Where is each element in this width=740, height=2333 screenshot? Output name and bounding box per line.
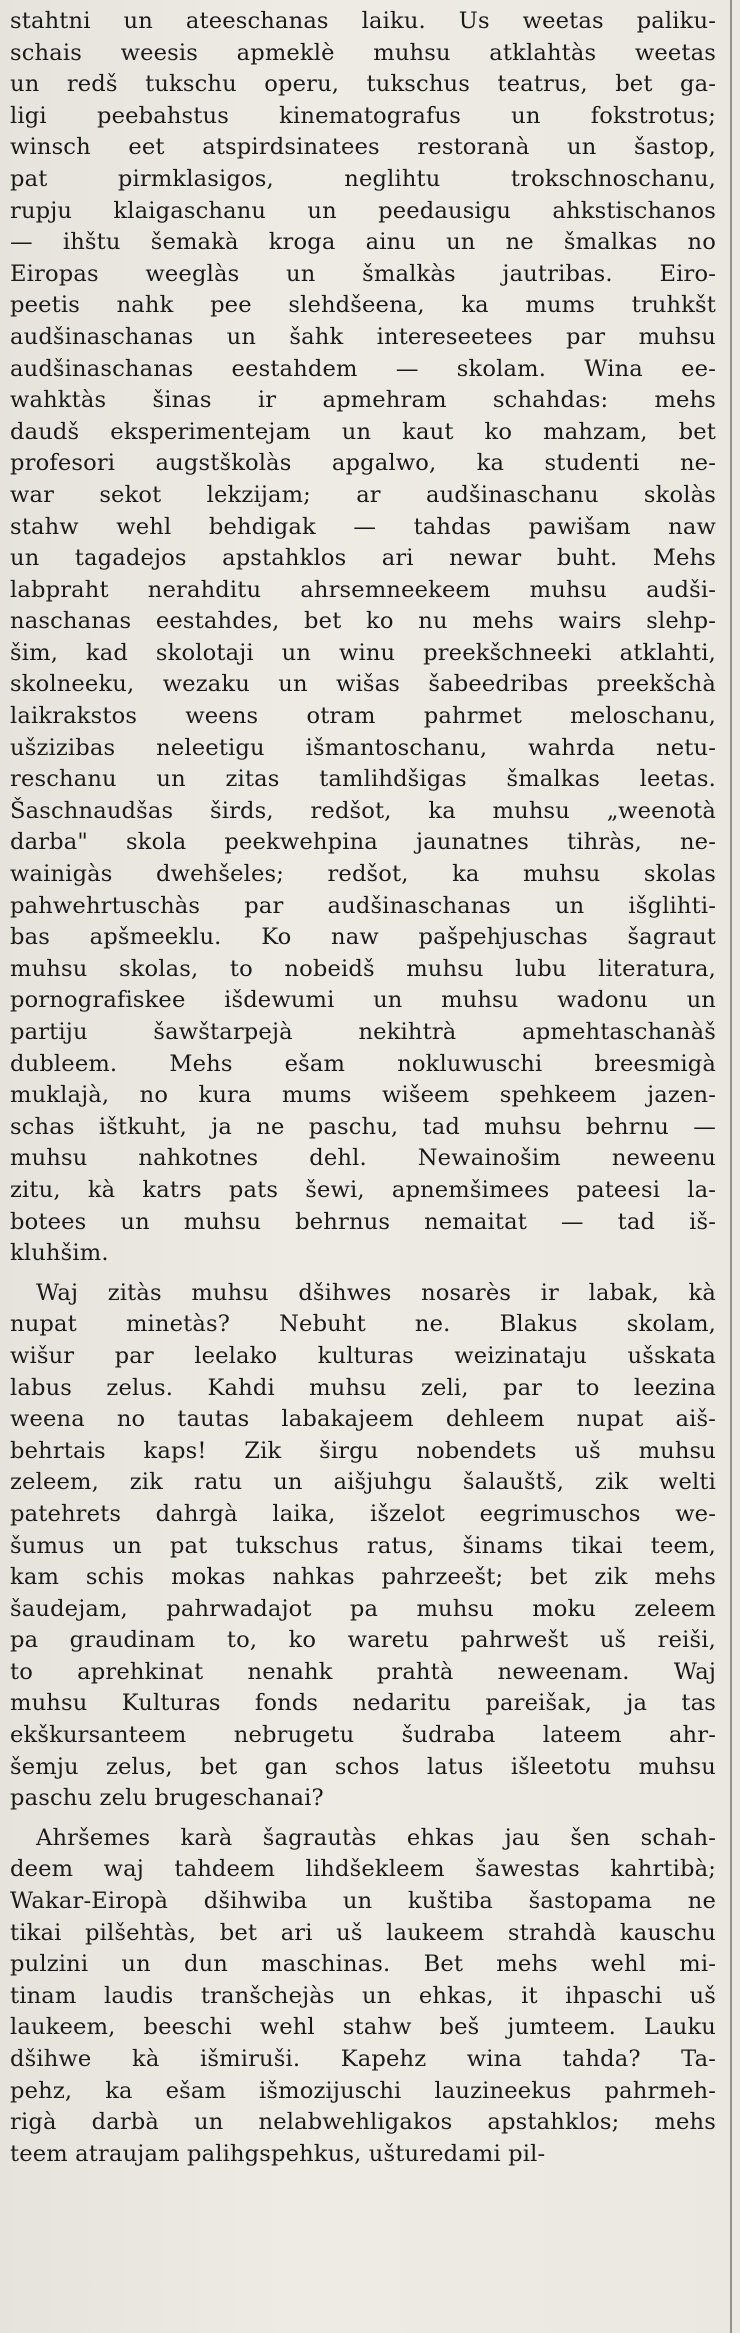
- text-line: labpraht nerahditu ahrsemneekeem muhsu audši-: [10, 576, 716, 603]
- text-line: partiju šawštarpejà nekihtrà apmehtaschanàš: [10, 1019, 716, 1045]
- text-line: war sekot lekzijam; ar audšinaschanu skolàs: [10, 481, 716, 508]
- text-line: kam schis mokas nahkas pahrzeešt; bet zik mehs: [10, 1564, 716, 1591]
- text-line: ekškursanteem nebrugetu šudraba lateem ahr-: [10, 1722, 716, 1749]
- text-line: weena no tautas labakajeem dehleem nupat aiš-: [10, 1406, 716, 1433]
- text-line: darba" skola peekwehpina jaunatnes tihràs, ne-: [10, 829, 716, 856]
- text-line: šemju zelus, bet gan schos latus išleetotu muhsu: [10, 1753, 716, 1780]
- text-line: šumus un pat tukschus ratus, šinams tikai teem,: [10, 1532, 716, 1559]
- article-column: [10, 6, 716, 2170]
- text-line: tinam laudis tranšchejàs un ehkas, it ihpaschi uš: [10, 1982, 716, 2009]
- text-line: wišur par leelako kulturas weizinataju ušskata: [10, 1342, 716, 1369]
- text-line: botees un muhsu behrnus nemaitat — tad iš-: [10, 1208, 716, 1235]
- text-line: laukeem, beeschi wehl stahw beš jumteem. Lauku: [10, 2014, 716, 2041]
- text-line: audšinaschanas un šahk intereseetees par muhsu: [10, 323, 716, 350]
- text-line: stahtni un ateeschanas laiku. Us weetas paliku-: [10, 8, 716, 34]
- text-line: behrtais kaps! Zik širgu nobendets uš muhsu: [10, 1437, 716, 1464]
- text-line: schais weesis apmeklè muhsu atklahtàs weetas: [10, 39, 716, 66]
- text-line: wahktàs šinas ir apmehram schahdas: mehs: [10, 387, 716, 414]
- text-line: muklajà, no kura mums wišeem spehkeem jazen-: [10, 1082, 716, 1109]
- text-line: Ahršemes karà šagrautàs ehkas jau šen schah-: [36, 1824, 716, 1851]
- text-line: profesori augstškolàs apgalwo, ka studenti ne-: [10, 450, 716, 477]
- text-line: pahwehrtuschàs par audšinaschanas un išglihti-: [10, 892, 716, 919]
- text-line: winsch eet atspirdsinatees restoranà un šastop,: [10, 134, 716, 161]
- text-line: muhsu nahkotnes dehl. Newainošim neweenu: [10, 1145, 716, 1172]
- text-line: dubleem. Mehs ešam nokluwuschi breesmigà: [10, 1050, 716, 1077]
- text-line: rigà darbà un nelabwehligakos apstahklos; mehs: [10, 2109, 716, 2136]
- text-line: ušzizibas neleetigu išmantoschanu, wahrda netu-: [10, 734, 716, 761]
- article-paragraph: [10, 1823, 716, 2171]
- text-line: — ihštu šemakà kroga ainu un ne šmalkas no: [10, 229, 716, 256]
- text-line: dšihwe kà išmiruši. Kapehz wina tahda? Ta-: [10, 2046, 716, 2072]
- text-line: un tagadejos apstahklos ari newar buht. Mehs: [10, 545, 716, 572]
- text-line: ligi peebahstus kinematografus un fokstrotus;: [10, 102, 716, 129]
- text-line: laikrakstos weens otram pahrmet meloschanu,: [10, 703, 716, 730]
- text-line: šaudejam, pahrwadajot pa muhsu moku zeleem: [10, 1595, 716, 1622]
- text-line: bas apšmeeklu. Ko naw pašpehjuschas šagraut: [10, 924, 716, 951]
- text-line: wainigàs dwehšeles; redšot, ka muhsu skolas: [10, 861, 716, 888]
- text-line: naschanas eestahdes, bet ko nu mehs wairs slehp-: [10, 608, 716, 635]
- column-rule: [730, 0, 732, 2333]
- text-line: pehz, ka ešam išmozijuschi lauzineekus pahrmeh-: [10, 2077, 716, 2104]
- article-paragraph: [10, 1278, 716, 1815]
- text-line: deem waj tahdeem lihdšekleem šawestas kahrtibà;: [10, 1856, 716, 1883]
- text-line: peetis nahk pee slehdšeena, ka mums truhkšt: [10, 292, 716, 319]
- text-line: Waj zitàs muhsu dšihwes nosarès ir labak, kà: [36, 1279, 716, 1306]
- text-line: šim, kad skolotaji un winu preekšchneeki atklahti,: [10, 639, 716, 666]
- text-line: to aprehkinat nenahk prahtà neweenam. Waj: [10, 1658, 716, 1685]
- text-line: muhsu skolas, to nobeidš muhsu lubu literatura,: [10, 955, 716, 982]
- text-line: skolneeku, wezaku un wišas šabeedribas preekšchà: [10, 671, 716, 698]
- text-line: muhsu Kulturas fonds nedaritu pareišak, ja tas: [10, 1690, 716, 1717]
- article-paragraph: [10, 6, 716, 1270]
- text-line: Šaschnaudšas širds, redšot, ka muhsu „weenotà: [10, 797, 716, 824]
- text-line: pornografiskee išdewumi un muhsu wadonu un: [10, 987, 716, 1014]
- text-line: un redš tukschu operu, tukschus teatrus, bet ga-: [10, 71, 716, 98]
- text-line: zitu, kà katrs pats šewi, apnemšimees pateesi la-: [10, 1176, 716, 1203]
- text-line: nupat minetàs? Nebuht ne. Blakus skolam,: [10, 1311, 716, 1338]
- text-line: pulzini un dun maschinas. Bet mehs wehl mi-: [10, 1951, 716, 1978]
- paragraph-gap: [10, 1815, 716, 1823]
- text-line: stahw wehl behdigak — tahdas pawišam naw: [10, 513, 716, 540]
- text-line: labus zelus. Kahdi muhsu zeli, par to leezina: [10, 1374, 716, 1401]
- text-line: pat pirmklasigos, neglihtu trokschnoschanu,: [10, 165, 716, 192]
- text-line: rupju klaigaschanu un peedausigu ahkstischanos: [10, 197, 716, 224]
- text-line: tikai pilšehtàs, bet ari uš laukeem strahdà kauschu: [10, 1919, 716, 1946]
- text-line: schas ištkuht, ja ne paschu, tad muhsu behrnu —: [10, 1113, 716, 1140]
- text-line: teem atraujam palihgspehkus, ušturedami pil-: [10, 2140, 546, 2167]
- text-line: daudš eksperimentejam un kaut ko mahzam, bet: [10, 418, 716, 445]
- text-line: paschu zelu brugeschanai?: [10, 1785, 324, 1812]
- text-line: audšinaschanas eestahdem — skolam. Wina ee-: [10, 355, 716, 382]
- paragraph-gap: [10, 1270, 716, 1278]
- text-line: patehrets dahrgà laika, išzelot eegrimuschos we-: [10, 1500, 716, 1527]
- text-line: zeleem, zik ratu un aišjuhgu šalauštš, zik welti: [10, 1469, 716, 1496]
- text-line: kluhšim.: [10, 1240, 109, 1267]
- text-line: reschanu un zitas tamlihdšigas šmalkas leetas.: [10, 766, 716, 793]
- text-line: pa graudinam to, ko waretu pahrwešt uš reiši,: [10, 1627, 716, 1654]
- text-line: Wakar-Eiropà dšihwiba un kuštiba šastopama ne: [10, 1888, 716, 1915]
- text-line: Eiropas weeglàs un šmalkàs jautribas. Eiro-: [10, 260, 716, 287]
